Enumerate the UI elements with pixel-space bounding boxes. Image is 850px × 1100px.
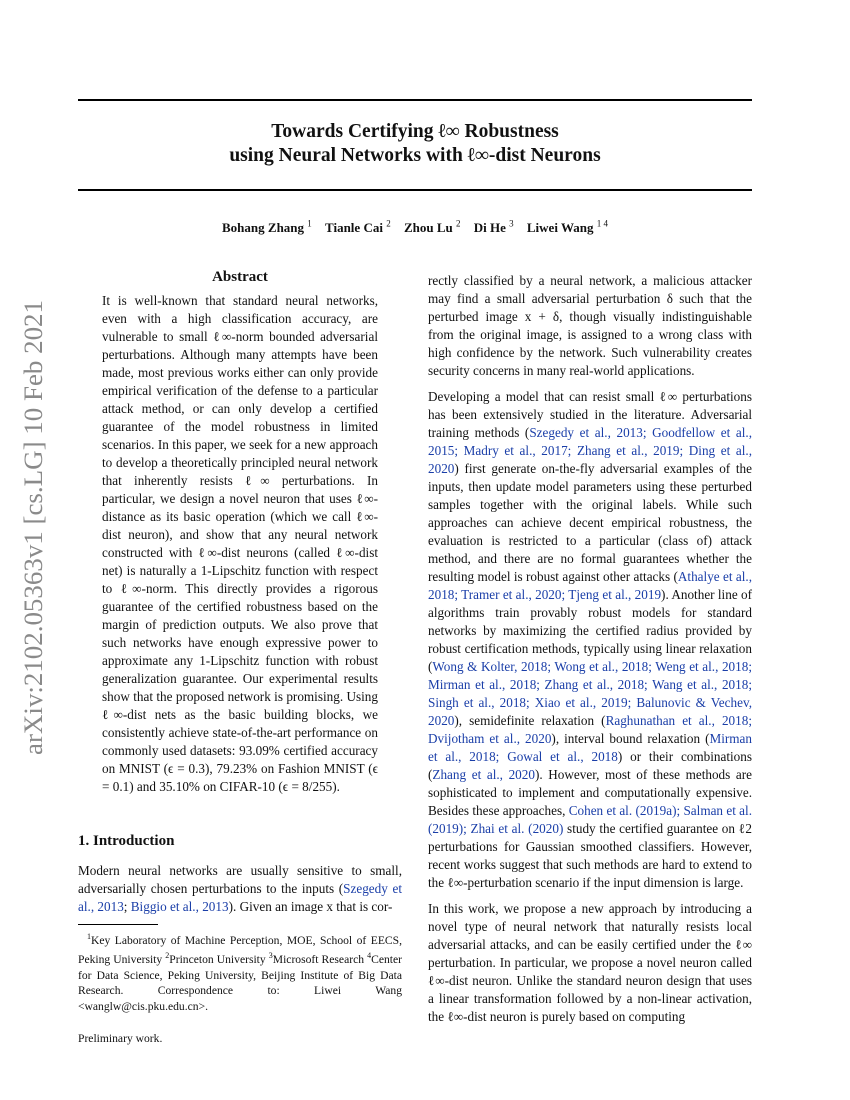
citation-link[interactable]: Szegedy et al., 2013; Goodfellow et al., 2015; Madry et al., 2017; Zhang et al., 2019; Ding et al., 2020 [428, 425, 752, 476]
body-paragraph: Developing a model that can resist small ℓ∞ perturbations has been extensively studied in the literature. Adversarial training methods (Szegedy et al., 2013; Goodfellow et al., 2015; Madry et al., 2017; Zhang et al., 2019; Ding et al., 2020) first generate on-the-fly adversarial examples of the inputs, then update model parameters using these perturbed samples together with the original labels. While such approaches can achieve decent empirical robustness, the evaluation is restricted to a particular (class of) attack method, and there are no formal guarantees whether the resulting model is robust against other attacks (Athalye et al., 2018; Tramer et al., 2020; Tjeng et al., 2019). Another line of algorithms train provably robust models for standard networks by maximizing the certified radius provided by robust certification methods, typically using linear relaxation (Wong & Kolter, 2018; Wong et al., 2018; Weng et al., 2018; Mirman et al., 2018; Zhang et al., 2018; Wang et al., 2018; Singh et al., 2018; Xiao et al., 2019; Balunovic & Vechev, 2020), semidefinite relaxation (Raghunathan et al., 2018; Dvijotham et al., 2020), interval bound relaxation (Mirman et al., 2018; Gowal et al., 2018) or their combinations (Zhang et al., 2020). However, most of these methods are sophisticated to implement and computationally expensive. Besides these approaches, Cohen et al. (2019a); Salman et al. (2019); Zhai et al. (2020) study the certified guarantee on ℓ2 perturbations for Gaussian smoothed classifiers. However, recent works suggest that such methods are hard to extend to the ℓ∞-perturbation scenario if the input dimension is large. [428, 389, 753, 890]
title-line-1: Towards Certifying ℓ∞ Robustness [271, 121, 559, 142]
abstract-heading: Abstract [212, 269, 268, 285]
author: Bohang Zhang $^1$ [222, 219, 312, 236]
title-line-2: using Neural Networks with ℓ∞-dist Neurons [229, 145, 601, 166]
body-paragraph: In this work, we propose a new approach by introducing a novel type of neural network that naturally resists local adversarial attacks, and can be easily certified under the ℓ∞ perturbation. In particular, we propose a novel neuron called ℓ∞-dist neuron. Unlike the standard neuron design that uses a linear transformation followed by a non-linear activation, the ℓ∞-dist neuron is purely based on computing [428, 901, 752, 1024]
citation-link[interactable]: Athalye et al., 2018; Tramer et al., 2020; Tjeng et al., 2019 [428, 569, 752, 602]
author: Tianle Cai $^2$ [325, 219, 391, 236]
footnote-affiliations: $^1$Key Laboratory of Machine Perception, MOE, School of EECS, Peking University $^2$Princeton University $^3$Microsoft Research $^4$Center for Data Science, Peking University, Beijing Institute of Big Data Research. Correspondence to: Liwei Wang <wanglw@cis.pku.edu.cn>. [78, 932, 402, 1013]
author-list [78, 219, 752, 236]
author: Di He $^3$ [473, 219, 514, 236]
intro-paragraph: Modern neural networks are usually sensitive to small, adversarially chosen perturbations to the inputs (Szegedy et al., 2013; Biggio et al., 2013). Given an image x that is cor- [78, 863, 402, 914]
author: Liwei Wang $^{1 4}$ [526, 219, 608, 236]
abstract-body: It is well-known that standard neural networks, even with a high classification accuracy, are vulnerable to small ℓ∞-norm bounded adversarial perturbations. Although many attempts have been made, most previous works either can only provide empirical verification of the defense to a particular attack method, or can only develop a certified guarantee of the model robustness in limited scenarios. In this paper, we seek for a new approach to develop a theoretically principled neural network that inherently resists ℓ∞ perturbations. In particular, we design a novel neuron that uses ℓ∞-distance as its basic operation (which we call ℓ∞-dist neuron), and show that any neural network constructed with ℓ∞-dist neurons (called ℓ∞-dist net) is naturally a 1-Lipschitz function with respect to ℓ∞-norm. This directly provides a rigorous guarantee of the certified robustness based on the margin of prediction outputs. We also prove that such networks have enough expressive power to approximate any 1-Lipschitz function with robust generalization guarantee. Our experimental results show that the proposed network is promising. Using ℓ∞-dist nets as the basic building blocks, we consistently achieve state-of-the-art performance on commonly used datasets: 93.09% certified accuracy on MNIST (ϵ = 0.3), 79.23% on Fashion MNIST (ϵ = 0.1) and 35.10% on CIFAR-10 (ϵ = 8/255). [102, 293, 378, 794]
arxiv-stamp-text: arXiv:2102.05363v1 [cs.LG] 10 Feb 2021 [19, 315, 48, 755]
title-rule-top [78, 99, 752, 101]
citation-link[interactable]: Raghunathan et al., 2018; Dvijotham et al., 2020 [428, 713, 752, 746]
body-paragraph: rectly classified by a neural network, a malicious attacker may find a small adversarial perturbation δ such that the perturbed image x + δ, though visually indistinguishable from the original image, is assigned to a wrong class with high confidence by the network. Such vulnerability creates security concerns in many real-world applications. [428, 273, 752, 378]
citation-link[interactable]: Cohen et al. (2019a); Salman et al. (2019); Zhai et al. (2020) [428, 803, 753, 836]
right-column [428, 272, 752, 1034]
section-heading-introduction: 1. Introduction [78, 833, 175, 849]
left-column [78, 266, 402, 1048]
citation-link[interactable]: Mirman et al., 2018; Gowal et al., 2018 [428, 731, 752, 764]
title-rule-bottom [78, 189, 752, 191]
citation-link[interactable]: Biggio et al., 2013 [130, 899, 229, 914]
paper-title [78, 120, 752, 168]
preliminary-note: Preliminary work. [78, 1032, 163, 1046]
citation-link[interactable]: Szegedy et al., 2013 [78, 881, 402, 914]
footnote-rule [78, 924, 158, 925]
citation-link[interactable]: Wong & Kolter, 2018; Wong et al., 2018; Weng et al., 2018; Mirman et al., 2018; Zhang et al., 2018; Wang et al., 2018; Singh et al., 2018; Xiao et al., 2019; Balunovic & Vechev, 2020 [428, 659, 752, 728]
arxiv-stamp [5, 300, 55, 760]
citation-link[interactable]: Zhang et al., 2020 [432, 767, 535, 782]
author: Zhou Lu $^2$ [403, 219, 461, 236]
